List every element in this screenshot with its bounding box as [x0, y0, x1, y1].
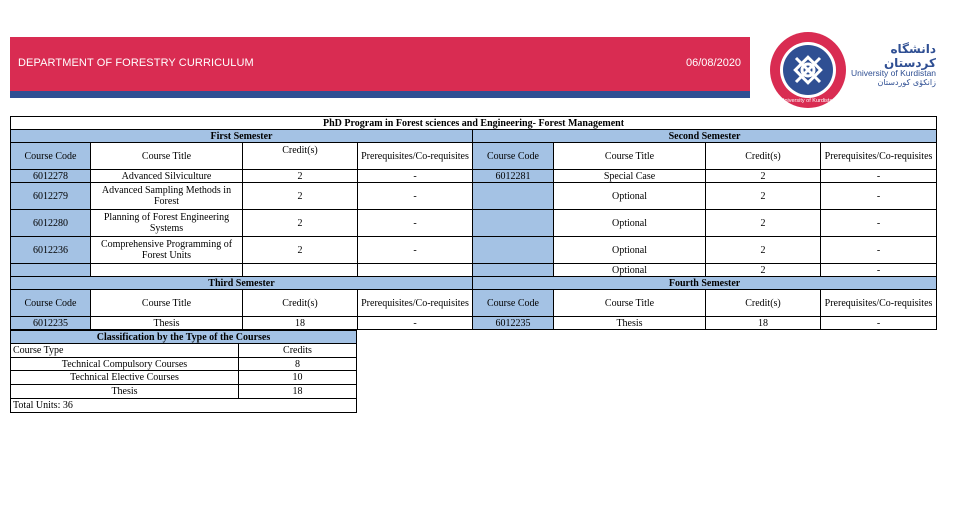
classification-title: Classification by the Type of the Courses: [11, 331, 357, 344]
course-code: [473, 264, 554, 277]
course-title: Special Case: [554, 170, 706, 183]
course-credits: 2: [243, 183, 358, 210]
course-code: 6012280: [11, 210, 91, 237]
table-row: [11, 264, 937, 277]
curriculum-table: [10, 116, 937, 330]
course-title: Optional: [554, 183, 706, 210]
column-header-prereq: Prerequisites/Co-requisites: [358, 143, 473, 170]
course-title: Advanced Silviculture: [91, 170, 243, 183]
type-credits: 8: [239, 358, 357, 371]
column-header-title: Course Title: [91, 143, 243, 170]
course-code: [473, 183, 554, 210]
column-header-title: Course Title: [554, 143, 706, 170]
course-credits: 2: [243, 210, 358, 237]
university-name-ku: زانکۆی کوردستان: [877, 78, 936, 87]
course-title: Thesis: [554, 317, 706, 330]
column-header-type: Course Type: [11, 344, 239, 358]
university-name-en: University of Kurdistan: [851, 68, 937, 78]
first-semester-heading: First Semester: [11, 130, 473, 143]
course-code: [473, 210, 554, 237]
university-logo: [768, 30, 848, 110]
course-code: 6012279: [11, 183, 91, 210]
column-header-title: Course Title: [554, 290, 706, 317]
column-header-credits: Credits: [239, 344, 357, 358]
column-header-credits: Credit(s): [243, 290, 358, 317]
page-title: DEPARTMENT OF FORESTRY CURRICULUM: [18, 57, 254, 69]
course-credits: 2: [706, 183, 821, 210]
column-header-code: Course Code: [11, 290, 91, 317]
column-header-code: Course Code: [473, 143, 554, 170]
course-prereq: -: [358, 210, 473, 237]
course-prereq: -: [358, 170, 473, 183]
type-credits: 18: [239, 385, 357, 399]
column-header-credits: Credit(s): [243, 143, 358, 170]
column-header-title: Course Title: [91, 290, 243, 317]
classification-table: [10, 330, 357, 413]
program-title: PhD Program in Forest sciences and Engineering- Forest Management: [11, 117, 937, 130]
logo-ring-text: University of Kurdistan: [780, 98, 836, 104]
course-prereq: -: [358, 317, 473, 330]
column-header-code: Course Code: [473, 290, 554, 317]
course-code: 6012236: [11, 237, 91, 264]
table-row: [11, 170, 937, 183]
course-prereq: -: [821, 210, 937, 237]
type-credits: 10: [239, 371, 357, 385]
course-credits: 2: [706, 264, 821, 277]
course-code: 6012235: [11, 317, 91, 330]
course-prereq: -: [821, 317, 937, 330]
course-prereq: -: [821, 183, 937, 210]
course-credits: 18: [706, 317, 821, 330]
course-type: Technical Compulsory Courses: [11, 358, 239, 371]
document-date: 06/08/2020: [686, 57, 742, 69]
third-semester-heading: Third Semester: [11, 277, 473, 290]
course-credits: 18: [243, 317, 358, 330]
empty-cell: [91, 264, 243, 277]
course-title: Advanced Sampling Methods in Forest: [91, 183, 243, 210]
column-header-prereq: Prerequisites/Co-requisites: [821, 290, 937, 317]
course-credits: 2: [706, 237, 821, 264]
table-row: [11, 183, 937, 210]
course-prereq: -: [358, 237, 473, 264]
empty-cell: [11, 264, 91, 277]
course-credits: 2: [706, 210, 821, 237]
column-header-prereq: Prerequisites/Co-requisites: [821, 143, 937, 170]
course-credits: 2: [243, 237, 358, 264]
column-header-credits: Credit(s): [706, 143, 821, 170]
table-row: [11, 210, 937, 237]
course-prereq: -: [821, 170, 937, 183]
column-header-code: Course Code: [11, 143, 91, 170]
course-credits: 2: [243, 170, 358, 183]
course-type: Thesis: [11, 385, 239, 399]
empty-cell: [358, 264, 473, 277]
column-header-prereq: Prerequisites/Co-requisites: [358, 290, 473, 317]
course-credits: 2: [706, 170, 821, 183]
empty-cell: [243, 264, 358, 277]
column-header-credits: Credit(s): [706, 290, 821, 317]
table-row: [11, 317, 937, 330]
second-semester-heading: Second Semester: [473, 130, 937, 143]
course-title: Thesis: [91, 317, 243, 330]
course-code: 6012235: [473, 317, 554, 330]
course-title: Comprehensive Programming of Forest Units: [91, 237, 243, 264]
table-row: [11, 237, 937, 264]
table-row: [11, 371, 357, 385]
course-prereq: -: [821, 237, 937, 264]
total-units: Total Units: 36: [11, 399, 357, 413]
header-stripe: [10, 91, 750, 98]
course-title: Optional: [554, 264, 706, 277]
course-prereq: -: [821, 264, 937, 277]
course-title: Optional: [554, 237, 706, 264]
university-name-fa: دانشگاه کردستان: [883, 42, 936, 70]
course-title: Planning of Forest Engineering Systems: [91, 210, 243, 237]
table-row: [11, 385, 357, 399]
course-code: [473, 237, 554, 264]
fourth-semester-heading: Fourth Semester: [473, 277, 937, 290]
course-prereq: -: [358, 183, 473, 210]
table-row: [11, 358, 357, 371]
course-title: Optional: [554, 210, 706, 237]
course-code: 6012278: [11, 170, 91, 183]
course-code: 6012281: [473, 170, 554, 183]
course-type: Technical Elective Courses: [11, 371, 239, 385]
